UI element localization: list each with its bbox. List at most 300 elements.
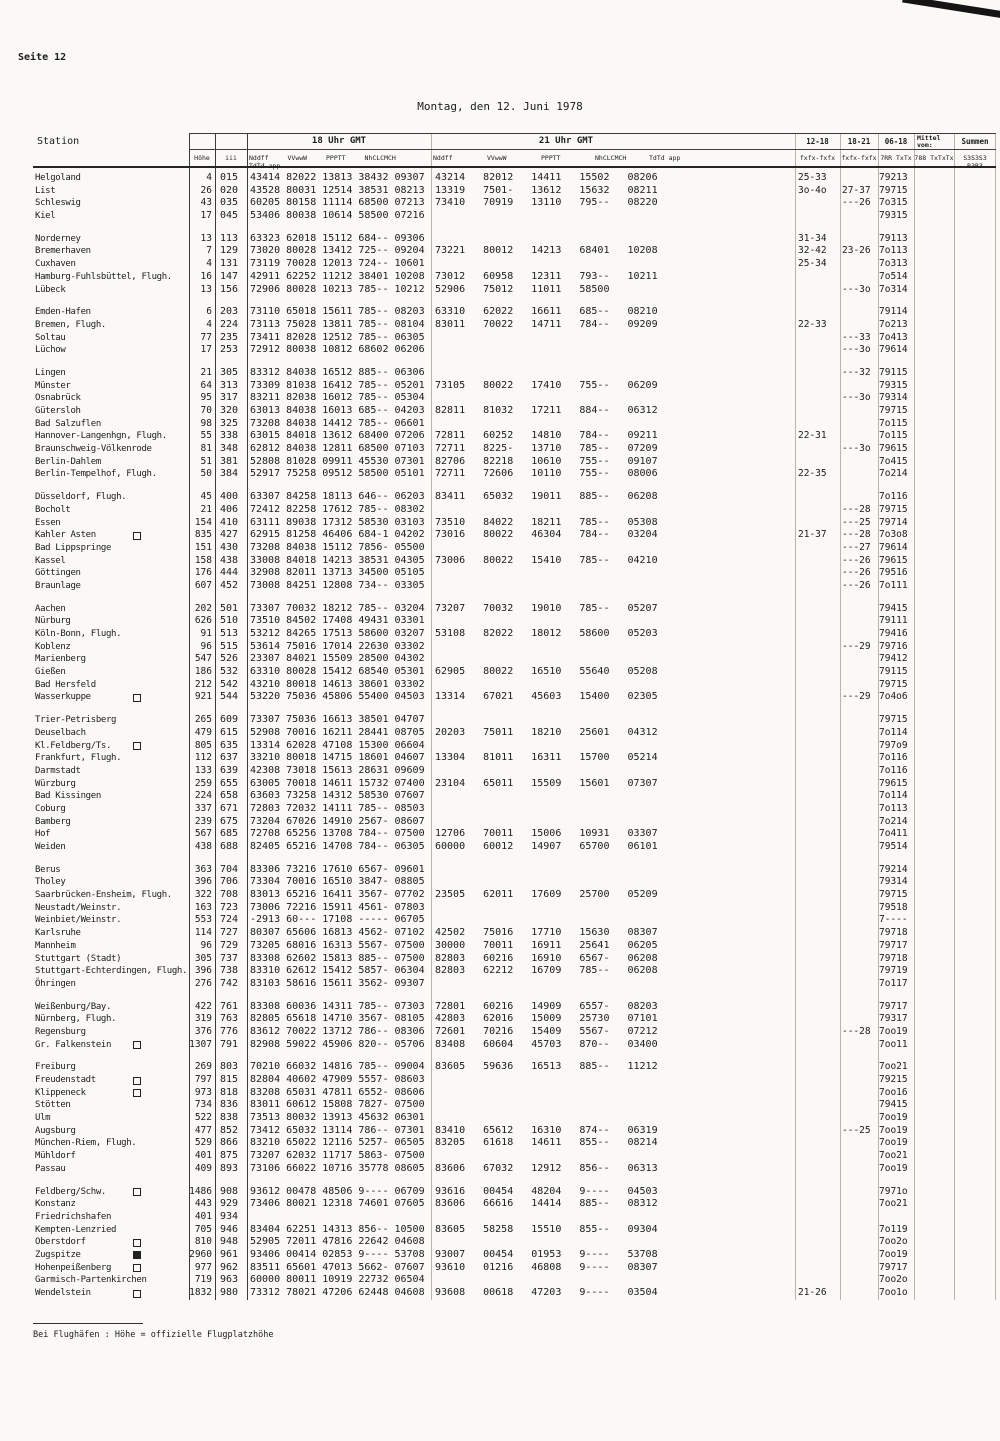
table-row	[33, 1039, 996, 1052]
extreme-wind-18-21	[840, 816, 878, 829]
precipitation-06-18: 79715	[879, 405, 908, 416]
station-name	[33, 405, 189, 418]
precipitation-06-18: 79315	[879, 379, 908, 391]
extreme-wind-18-21	[840, 752, 878, 765]
obs-18-gmt: 73113 75028 13811 785-- 08104	[250, 318, 425, 330]
extreme-wind-18-21: ---26	[842, 197, 871, 209]
precipitation-06-18: 7o314	[879, 283, 908, 295]
station-height: 805	[194, 739, 212, 751]
obs-18-gmt: 23307 84021 15509 28500 04302	[250, 653, 425, 665]
extreme-wind-12-18	[795, 1087, 840, 1100]
obs-21-gmt	[431, 765, 795, 778]
obs-21-gmt: 83410 65612 16310 874-- 06319	[435, 1124, 658, 1136]
mountain-station-icon	[133, 1251, 141, 1259]
summen-value	[954, 876, 996, 889]
table-row	[33, 828, 996, 841]
summen-value	[954, 615, 996, 628]
mittel-value	[914, 210, 954, 223]
table-row	[33, 679, 996, 692]
station-label: Augsburg	[35, 1125, 76, 1136]
obs-21-gmt: 72601 70216 15409 5567- 07212	[435, 1025, 658, 1037]
table-row	[33, 319, 996, 332]
station-height: 158	[194, 554, 212, 566]
mittel-value	[914, 443, 954, 456]
extreme-wind-18-21	[840, 1198, 878, 1211]
extreme-wind-18-21	[840, 927, 878, 940]
station-name	[33, 666, 189, 679]
station-number: 410	[220, 516, 239, 528]
extreme-wind-12-18	[795, 876, 840, 889]
station-label: Deuselbach	[35, 727, 86, 738]
obs-18-gmt: 52917 75258 09512 58500 05101	[250, 468, 425, 480]
station-label: Aachen	[35, 603, 66, 614]
summen-value	[954, 1087, 996, 1100]
station-number: 791	[220, 1038, 239, 1050]
precipitation-06-18: 79213	[879, 172, 908, 183]
col-18-gmt: 18 Uhr GMT	[247, 133, 431, 150]
station-number: 131	[220, 258, 239, 270]
obs-21-gmt: 82706 82218 10610 755-- 09107	[435, 455, 658, 467]
extreme-wind-12-18	[795, 1074, 840, 1087]
station-number: 723	[220, 901, 239, 913]
extreme-wind-18-21: ---28	[842, 1025, 871, 1037]
station-name	[33, 542, 189, 555]
obs-21-gmt: 53108 82022 18012 58600 05203	[435, 628, 658, 639]
station-number: 908	[220, 1185, 239, 1197]
extreme-wind-18-21	[840, 1039, 878, 1052]
precipitation-06-18: 7oo1o	[879, 1287, 908, 1298]
obs-21-gmt: 82803 60216 16910 6567- 06208	[435, 952, 658, 964]
station-group	[33, 233, 996, 296]
table-row	[33, 443, 996, 456]
table-row	[33, 172, 996, 185]
station-name	[33, 653, 189, 666]
precipitation-06-18: 79718	[879, 952, 908, 964]
station-height: 239	[194, 815, 212, 827]
extreme-wind-18-21	[840, 1112, 878, 1125]
table-row	[33, 1198, 996, 1211]
station-height: 224	[194, 790, 212, 802]
precipitation-06-18: 797o9	[879, 739, 908, 751]
summen-value	[954, 841, 996, 854]
summen-value	[954, 653, 996, 666]
obs-18-gmt: 43210 80018 14613 38601 03302	[250, 678, 425, 690]
precipitation-06-18: 7----	[879, 914, 908, 926]
station-number: 776	[220, 1025, 239, 1037]
precipitation-06-18: 7o313	[879, 258, 908, 270]
precipitation-06-18: 7oo21	[879, 1198, 908, 1210]
summen-value	[954, 914, 996, 927]
extreme-wind-12-18	[795, 580, 840, 593]
precipitation-06-18: 79615	[879, 777, 908, 789]
obs-21-gmt: 73016 80022 46304 784-- 03204	[435, 529, 658, 541]
station-height: 7	[206, 245, 212, 257]
station-height: 422	[194, 1000, 212, 1012]
mittel-value	[914, 567, 954, 580]
station-label: Hamburg-Fuhlsbüttel, Flugh.	[35, 271, 172, 282]
extreme-wind-12-18	[795, 641, 840, 654]
obs-21-gmt: 82811 81032 17211 884-- 06312	[435, 405, 658, 416]
mittel-value	[914, 284, 954, 297]
precipitation-06-18: 7o415	[879, 455, 908, 467]
obs-21-gmt: 83011 70022 14711 784-- 09209	[435, 318, 658, 330]
extreme-wind-18-21	[840, 1236, 878, 1249]
obs-18-gmt: 73412 65032 13114 786-- 07301	[250, 1124, 425, 1136]
obs-21-gmt	[431, 1150, 795, 1163]
precipitation-06-18: 7oo19	[879, 1025, 908, 1037]
station-height: 705	[194, 1223, 212, 1235]
station-number: 147	[220, 270, 239, 282]
extreme-wind-18-21: ---32	[842, 366, 871, 378]
obs-18-gmt: 53406 80038 10614 58500 07216	[250, 210, 425, 222]
summen-value	[954, 245, 996, 258]
station-label: Saarbrücken-Ensheim, Flugh.	[35, 890, 172, 901]
summen-value	[954, 889, 996, 902]
obs-21-gmt	[431, 367, 795, 380]
obs-21-gmt	[431, 258, 795, 271]
mittel-value	[914, 580, 954, 593]
mittel-value	[914, 1287, 954, 1300]
obs-18-gmt: 73304 70016 16510 3847- 08805	[250, 876, 425, 888]
obs-21-gmt: 52906 75012 11011 58500	[435, 283, 610, 295]
station-name	[33, 691, 189, 704]
obs-21-gmt	[431, 902, 795, 915]
station-label: Trier-Petrisberg	[35, 715, 117, 726]
obs-21-gmt	[431, 542, 795, 555]
station-height: 265	[194, 714, 212, 726]
station-group	[33, 1186, 996, 1300]
station-height: 396	[194, 876, 212, 888]
station-number: 658	[220, 790, 239, 802]
station-height: 522	[194, 1112, 212, 1124]
station-name	[33, 1150, 189, 1163]
station-number: 706	[220, 876, 239, 888]
obs-21-gmt: 43214 82012 14411 15502 08206	[435, 172, 658, 183]
station-number: 704	[220, 863, 239, 875]
station-name	[33, 603, 189, 616]
obs-21-gmt	[431, 344, 795, 357]
summen-value	[954, 752, 996, 765]
subcol-nddff: Nddff	[433, 154, 453, 162]
precipitation-06-18: 7o214	[879, 815, 908, 827]
station-height: 43	[200, 197, 212, 209]
summen-value	[954, 1099, 996, 1112]
table-row	[33, 1236, 996, 1249]
precipitation-06-18: 79716	[879, 640, 908, 652]
obs-18-gmt: 73411 82028 12512 785-- 06305	[250, 331, 425, 343]
precipitation-06-18: 7o114	[879, 790, 908, 802]
summen-value	[954, 1287, 996, 1300]
table-row	[33, 927, 996, 940]
mittel-value	[914, 1211, 954, 1224]
obs-21-gmt: 93616 00454 48204 9---- 04503	[435, 1185, 658, 1197]
page-number: Seite 12	[18, 52, 67, 63]
obs-21-gmt	[431, 567, 795, 580]
station-number: 510	[220, 615, 239, 627]
mittel-value	[914, 889, 954, 902]
station-label: Klippeneck	[35, 1087, 86, 1098]
station-name	[33, 841, 189, 854]
obs-18-gmt: 83208 65031 47811 6552- 08606	[250, 1086, 425, 1098]
col-21-gmt-subcols	[431, 150, 795, 166]
precipitation-06-18: 7oo19	[879, 1248, 908, 1260]
obs-18-gmt: 73312 78021 47206 62448 04608	[250, 1287, 425, 1298]
mittel-value	[914, 258, 954, 271]
station-number: 348	[220, 443, 239, 455]
summen-value	[954, 1236, 996, 1249]
table-row	[33, 1125, 996, 1138]
station-label: Zugspitze	[35, 1249, 81, 1260]
station-label: Freiburg	[35, 1062, 76, 1073]
summen-value	[954, 1211, 996, 1224]
obs-21-gmt: 93610 01216 46808 9---- 08307	[435, 1261, 658, 1273]
mittel-value	[914, 727, 954, 740]
station-height: 553	[194, 914, 212, 926]
obs-18-gmt: 83308 60036 14311 785-- 07303	[250, 1000, 425, 1012]
station-height: 98	[200, 417, 212, 429]
precipitation-06-18: 7o4o6	[879, 691, 908, 703]
station-group	[33, 491, 996, 593]
table-row	[33, 803, 996, 816]
station-number: 129	[220, 245, 239, 257]
mittel-value	[914, 1186, 954, 1199]
station-label: Ulm	[35, 1113, 51, 1124]
extreme-wind-18-21	[840, 603, 878, 616]
station-name	[33, 210, 189, 223]
table-row	[33, 468, 996, 481]
extreme-wind-12-18	[795, 1026, 840, 1039]
extreme-wind-12-18	[795, 816, 840, 829]
station-label: Kassel	[35, 555, 66, 566]
table-row	[33, 889, 996, 902]
station-label: Lingen	[35, 367, 66, 378]
station-name	[33, 679, 189, 692]
subcol-vvwww: VVwwW	[287, 154, 308, 162]
summen-value	[954, 1039, 996, 1052]
summen-value	[954, 765, 996, 778]
summen-value	[954, 1013, 996, 1026]
station-number: 305	[220, 366, 239, 378]
mittel-value	[914, 714, 954, 727]
station-height: 973	[194, 1086, 212, 1098]
station-name	[33, 258, 189, 271]
mittel-value	[914, 803, 954, 816]
mittel-value	[914, 628, 954, 641]
station-number: 544	[220, 691, 239, 703]
col-21-gmt-label: 21 Uhr GMT	[538, 136, 594, 146]
extreme-wind-12-18	[795, 210, 840, 223]
obs-21-gmt: 83408 60604 45703 870-- 03400	[435, 1038, 658, 1050]
extreme-wind-12-18	[795, 1163, 840, 1176]
extreme-wind-12-18	[795, 691, 840, 704]
summen-value	[954, 258, 996, 271]
extreme-wind-18-21	[840, 740, 878, 753]
summen-value	[954, 367, 996, 380]
obs-18-gmt: 63111 89038 17312 58530 03103	[250, 516, 425, 528]
station-number: 325	[220, 417, 239, 429]
obs-21-gmt: 12706 70011 15006 10931 03307	[435, 828, 658, 840]
station-name	[33, 1186, 189, 1199]
station-name	[33, 1125, 189, 1138]
obs-18-gmt: 83211 82038 16012 785-- 05304	[250, 392, 425, 404]
extreme-wind-18-21: 27-37	[842, 184, 871, 196]
obs-18-gmt: 13314 62028 47108 15300 06604	[250, 739, 425, 751]
obs-21-gmt	[431, 504, 795, 517]
station-number: 836	[220, 1099, 239, 1111]
station-height: 154	[194, 516, 212, 528]
extreme-wind-12-18: 21-37	[798, 529, 827, 541]
extreme-wind-18-21: ---26	[842, 554, 871, 566]
station-number: 501	[220, 602, 239, 614]
station-name	[33, 319, 189, 332]
extreme-wind-18-21	[840, 790, 878, 803]
station-number: 962	[220, 1261, 239, 1273]
subcol-summen: S3S3S3 R3R3	[963, 154, 987, 170]
station-name	[33, 1112, 189, 1125]
station-name	[33, 517, 189, 530]
obs-21-gmt: 83411 65032 19011 885-- 06208	[435, 491, 658, 503]
col-18-21: 18-21	[840, 133, 878, 150]
obs-18-gmt: 42911 62252 11212 38401 10208	[250, 270, 425, 282]
extreme-wind-12-18: 25-34	[798, 258, 827, 270]
station-name	[33, 1039, 189, 1052]
obs-21-gmt	[431, 233, 795, 246]
station-height: 734	[194, 1099, 212, 1111]
obs-21-gmt: 83606 66616 14414 885-- 08312	[435, 1198, 658, 1210]
station-label: München-Riem, Flugh.	[35, 1138, 137, 1149]
summen-value	[954, 828, 996, 841]
station-label: Lübeck	[35, 284, 66, 295]
extreme-wind-12-18	[795, 443, 840, 456]
station-name	[33, 641, 189, 654]
header-title-row	[33, 133, 996, 150]
table-row	[33, 491, 996, 504]
station-number: 313	[220, 379, 239, 391]
station-height: 64	[200, 379, 212, 391]
station-name	[33, 284, 189, 297]
station-number: 637	[220, 752, 239, 764]
extreme-wind-12-18	[795, 714, 840, 727]
station-label: Mühldorf	[35, 1151, 76, 1162]
station-height: 835	[194, 529, 212, 541]
table-row	[33, 210, 996, 223]
extreme-wind-12-18	[795, 752, 840, 765]
table-row	[33, 284, 996, 297]
station-label: Kahler Asten	[35, 530, 96, 541]
station-number: 737	[220, 952, 239, 964]
obs-18-gmt: 73204 67026 14910 2567- 08607	[250, 815, 425, 827]
station-height: 1307	[189, 1038, 212, 1050]
obs-18-gmt: 73008 84251 12808 734-- 03305	[250, 579, 425, 591]
extreme-wind-18-21: ---26	[842, 579, 871, 591]
station-height: 96	[200, 939, 212, 951]
precipitation-06-18: 79715	[879, 503, 908, 515]
mittel-value	[914, 245, 954, 258]
station-label: Koblenz	[35, 641, 71, 652]
col-12-18: 12-18	[795, 133, 840, 150]
station-name	[33, 615, 189, 628]
station-label: Stötten	[35, 1100, 71, 1111]
station-number: 203	[220, 306, 239, 318]
extreme-wind-18-21	[840, 940, 878, 953]
header-sub-row	[33, 150, 996, 170]
station-height: 95	[200, 392, 212, 404]
mittel-value	[914, 418, 954, 431]
obs-18-gmt: 72906 80028 10213 785-- 10212	[250, 283, 425, 295]
station-name	[33, 185, 189, 198]
subcol-ppptt: PPPTT	[326, 154, 346, 162]
table-body	[33, 168, 996, 1300]
extreme-wind-12-18	[795, 1099, 840, 1112]
obs-18-gmt: 63013 84038 16013 685-- 04203	[250, 405, 425, 416]
obs-18-gmt	[247, 1211, 431, 1224]
station-label: Kiel	[35, 211, 56, 222]
extreme-wind-18-21	[840, 456, 878, 469]
precipitation-06-18: 7o115	[879, 430, 908, 442]
mountain-station-icon	[133, 1041, 141, 1049]
table-row	[33, 185, 996, 198]
obs-21-gmt	[431, 418, 795, 431]
extreme-wind-12-18	[795, 889, 840, 902]
mittel-value	[914, 367, 954, 380]
summen-value	[954, 580, 996, 593]
mittel-value	[914, 940, 954, 953]
summen-value	[954, 1074, 996, 1087]
table-row	[33, 517, 996, 530]
station-label: Feldberg/Schw.	[35, 1186, 106, 1197]
obs-18-gmt: 43528 80031 12514 38531 08213	[250, 184, 425, 196]
station-name	[33, 1249, 189, 1262]
obs-18-gmt: 82405 65216 14708 784-- 06305	[250, 841, 425, 852]
table-row	[33, 405, 996, 418]
station-group	[33, 603, 996, 705]
station-height: 163	[194, 901, 212, 913]
summen-value	[954, 1249, 996, 1262]
station-label: Berlin-Tempelhof, Flugh.	[35, 469, 157, 480]
table-row	[33, 615, 996, 628]
summen-value	[954, 691, 996, 704]
table-row	[33, 691, 996, 704]
precipitation-06-18: 7o117	[879, 977, 908, 989]
subcol-dewpoint: TdTd app	[249, 162, 281, 170]
extreme-wind-12-18	[795, 628, 840, 641]
precipitation-06-18: 79314	[879, 876, 908, 888]
station-label: Öhringen	[35, 978, 76, 989]
table-row	[33, 876, 996, 889]
station-number: 803	[220, 1061, 239, 1073]
summen-value	[954, 468, 996, 481]
summen-value	[954, 628, 996, 641]
station-label: Osnabrück	[35, 393, 81, 404]
obs-18-gmt: 83312 84038 16512 885-- 06306	[250, 366, 425, 378]
obs-18-gmt: 33210 80018 14715 18601 04607	[250, 752, 425, 764]
station-height: 133	[194, 764, 212, 776]
table-row	[33, 258, 996, 271]
extreme-wind-18-21	[840, 405, 878, 418]
mittel-value	[914, 555, 954, 568]
station-number: 763	[220, 1013, 239, 1025]
mountain-station-icon	[133, 1077, 141, 1085]
obs-21-gmt	[431, 803, 795, 816]
station-name	[33, 1211, 189, 1224]
mountain-station-icon	[133, 742, 141, 750]
obs-18-gmt: 53212 84265 17513 58600 03207	[250, 628, 425, 639]
mountain-station-icon	[133, 1290, 141, 1298]
obs-21-gmt: 72811 60252 14810 784-- 09211	[435, 430, 658, 442]
station-height: 70	[200, 405, 212, 416]
extreme-wind-12-18	[795, 1198, 840, 1211]
precipitation-06-18: 7o3o8	[879, 529, 908, 541]
